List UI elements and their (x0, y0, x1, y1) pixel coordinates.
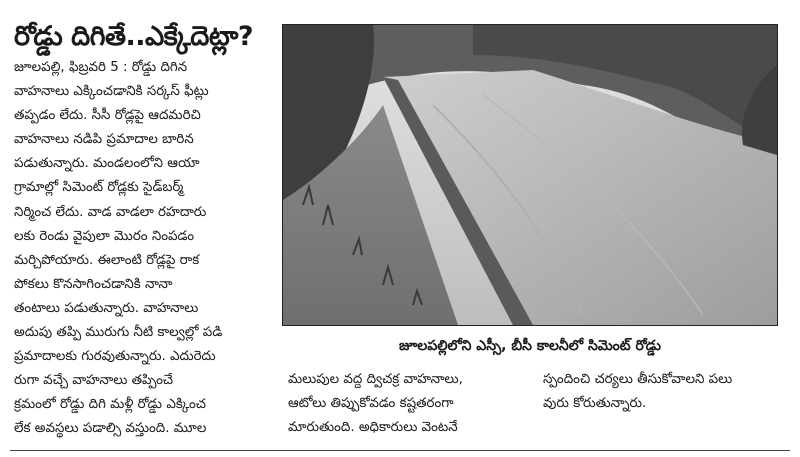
article-text-line: వురు కోరుతున్నారు. (543, 396, 647, 412)
article-text-line: స్పందించి చర్యలు తీసుకోవాలని పలు (543, 372, 733, 387)
article-body-right-column (543, 368, 783, 416)
bottom-rule (10, 450, 790, 451)
article-headline: రోడ్డు దిగితే..ఎక్కేదెట్లా? (14, 21, 254, 52)
article-text-line: వాహనాలు ఎక్కించడానికి సర్కస్ ఫీట్లు (14, 84, 209, 100)
article-text-line: తంటాలు పడుతున్నారు. వాహనాలు (14, 300, 199, 316)
article-text-line: లేక అవస్థలు పడాల్సి వస్తుంది. మూల (14, 421, 207, 437)
article-body-left-column (14, 56, 266, 442)
article-text-line: గ్రామాల్లో సిమెంట్ రోడ్లకు సైడ్‌బర్మ్ (14, 180, 184, 196)
article-body-middle-column (288, 368, 524, 440)
article-text-line: జూలపల్లి, ఫిబ్రవరి 5 : రోడ్డు దిగిన (14, 60, 188, 75)
article-text-line: లకు రెండు వైపులా మొరం నింపడం (14, 228, 195, 244)
article-text-line: వాహనాలు నడిపి ప్రమాదాల బారిన (14, 132, 194, 148)
article-text-line: క్రమంలో రోడ్డు దిగి మళ్లీ రోడ్డు ఎక్కించ (14, 397, 206, 413)
article-text-line: మారుతుంది. అధికారులు వెంటనే (288, 420, 458, 436)
article-text-line: మలుపుల వద్ద ద్విచక్ర వాహనాలు, (288, 372, 463, 387)
article-text-line: పోకలు కొనసాగించడానికి నానా (14, 276, 173, 292)
article-text-line: రుగా వచ్చే వాహనాలు తప్పించే (14, 373, 174, 389)
article-text-line: ప్రమాదాలకు గురవుతున్నారు. ఎదురెదు (14, 349, 216, 365)
article-text-line: ఆటోలు తిప్పుకోవడం కష్టతరంగా (288, 396, 454, 412)
photo-caption: జూలపల్లిలోని ఎస్సీ, బీసీ కాలనీలో సిమెంట్ రోడ్డు (399, 338, 661, 354)
article-text-line: తప్పడం లేదు. సీసీ రోడ్లపై ఆదమరిచి (14, 108, 201, 124)
article-text-line: మర్చిపోయారు. ఈలాంటి రోడ్లపై రాక (14, 252, 200, 268)
article-text-line: నిర్మించ లేదు. వాడ వాడలా రహదారు (14, 204, 207, 220)
article-text-line: అదుపు తప్పి మురుగు నీటి కాల్వల్లో పడి (14, 325, 223, 341)
article-text-line: పడుతున్నారు. మండలంలోని ఆయా (14, 156, 200, 172)
road-photo (282, 24, 778, 326)
